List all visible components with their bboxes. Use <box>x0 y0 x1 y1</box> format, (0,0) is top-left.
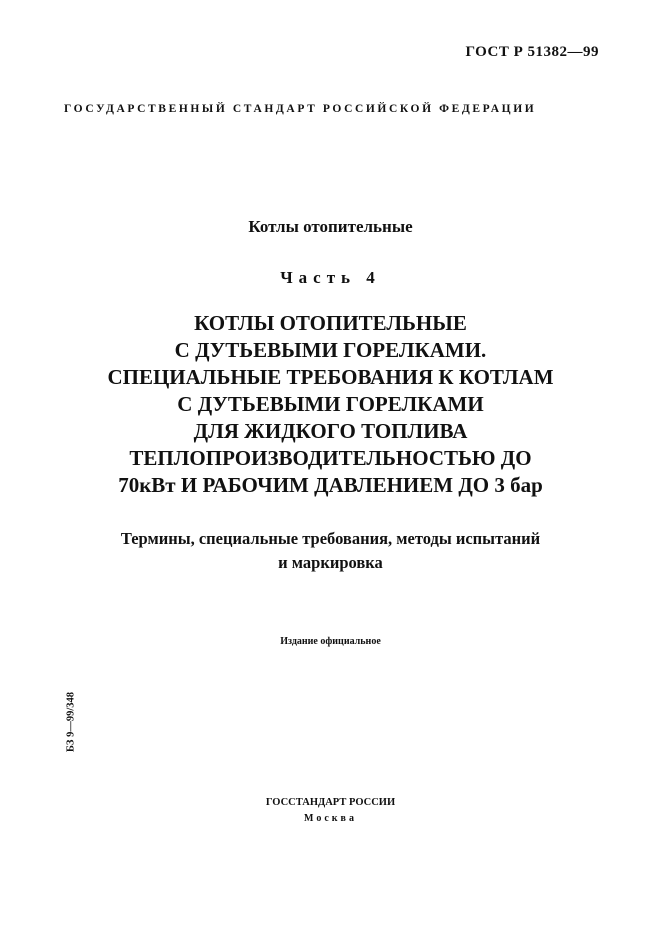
publisher: ГОССТАНДАРТ РОССИИ <box>265 797 396 808</box>
part-label: Часть 4 <box>280 268 381 287</box>
subtitle <box>0 527 661 575</box>
document-number: ГОСТ Р 51382—99 <box>465 44 599 60</box>
main-title-line: С ДУТЬЕВЫМИ ГОРЕЛКАМИ. <box>174 338 487 362</box>
main-title-line: КОТЛЫ ОТОПИТЕЛЬНЫЕ <box>194 311 467 335</box>
main-title-line: ТЕПЛОПРОИЗВОДИТЕЛЬНОСТЬЮ ДО <box>129 446 532 470</box>
side-code-text: БЗ 9—99/348 <box>65 691 77 753</box>
edition-note: Издание официальное <box>280 636 381 647</box>
subtitle-line: Термины, специальные требования, методы испытаний <box>120 529 541 548</box>
main-title-line: С ДУТЬЕВЫМИ ГОРЕЛКАМИ <box>177 392 484 416</box>
city: Москва <box>304 813 357 824</box>
main-title-line: СПЕЦИАЛЬНЫЕ ТРЕБОВАНИЯ К КОТЛАМ <box>107 365 554 389</box>
main-title <box>0 310 661 499</box>
main-title-line: ДЛЯ ЖИДКОГО ТОПЛИВА <box>193 419 468 443</box>
category-title: Котлы отопительные <box>248 217 413 236</box>
subtitle-line: и маркировка <box>278 553 383 572</box>
main-title-line: 70кВт И РАБОЧИМ ДАВЛЕНИЕМ ДО 3 бар <box>118 473 543 497</box>
standard-header: ГОСУДАРСТВЕННЫЙ СТАНДАРТ РОССИЙСКОЙ ФЕДЕРАЦИИ <box>64 103 537 115</box>
